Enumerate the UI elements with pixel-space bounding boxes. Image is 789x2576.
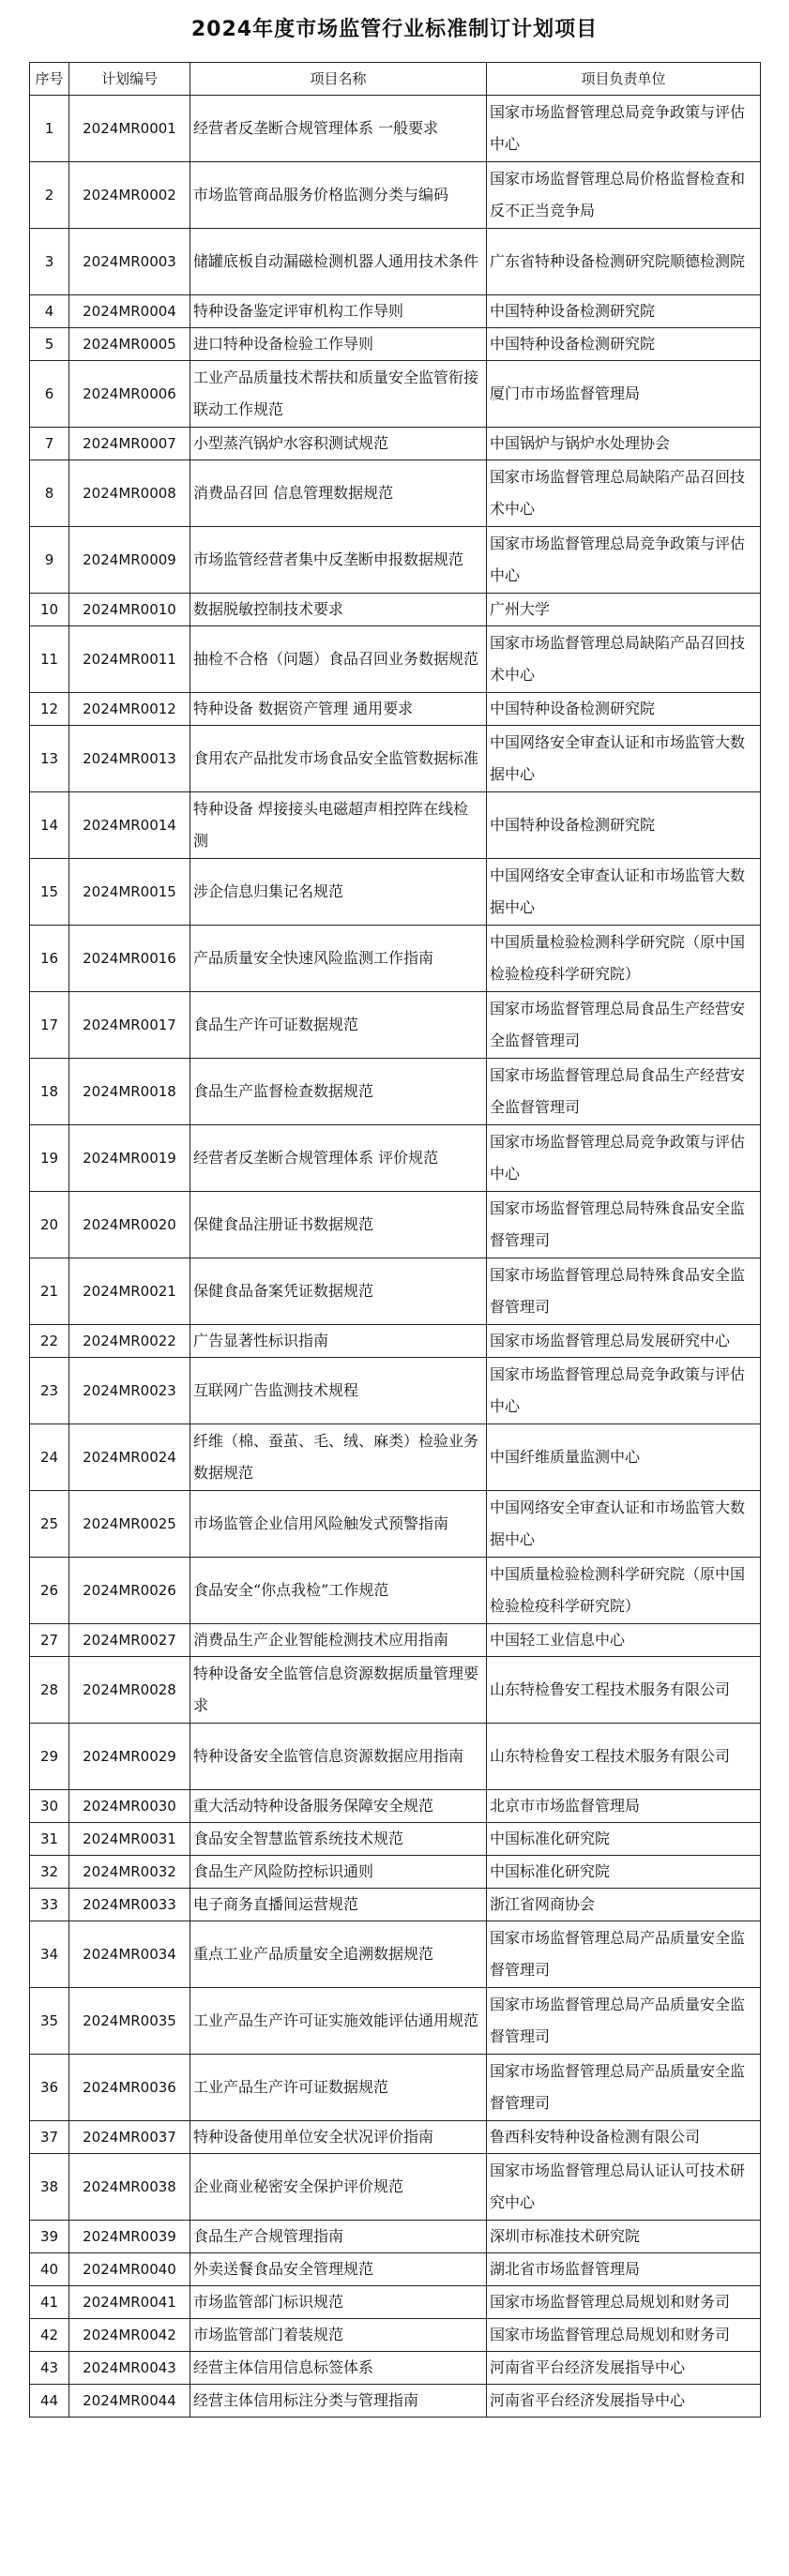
cell-project-name: 市场监管部门标识规范 <box>190 2286 487 2319</box>
cell-project-name: 食品生产许可证数据规范 <box>190 992 487 1059</box>
cell-responsible-unit: 中国纤维质量监测中心 <box>487 1424 761 1491</box>
cell-project-name: 经营主体信用标注分类与管理指南 <box>190 2385 487 2418</box>
cell-plan-number: 2024MR0004 <box>69 295 190 328</box>
cell-plan-number: 2024MR0040 <box>69 2253 190 2286</box>
cell-project-name: 抽检不合格（问题）食品召回业务数据规范 <box>190 626 487 693</box>
cell-index: 33 <box>30 1889 69 1921</box>
table-row <box>30 1558 761 1624</box>
table-row <box>30 859 761 926</box>
table-row <box>30 726 761 792</box>
cell-plan-number: 2024MR0029 <box>69 1724 190 1790</box>
cell-plan-number: 2024MR0019 <box>69 1125 190 1192</box>
cell-plan-number: 2024MR0005 <box>69 328 190 361</box>
table-row <box>30 1491 761 1558</box>
cell-responsible-unit: 国家市场监督管理总局规划和财务司 <box>487 2286 761 2319</box>
cell-project-name: 企业商业秘密安全保护评价规范 <box>190 2154 487 2221</box>
cell-plan-number: 2024MR0041 <box>69 2286 190 2319</box>
table-row <box>30 1125 761 1192</box>
cell-index: 43 <box>30 2352 69 2385</box>
cell-index: 36 <box>30 2055 69 2121</box>
cell-index: 38 <box>30 2154 69 2221</box>
cell-responsible-unit: 浙江省网商协会 <box>487 1889 761 1921</box>
table-row <box>30 1657 761 1724</box>
cell-index: 22 <box>30 1325 69 1358</box>
cell-responsible-unit: 国家市场监督管理总局规划和财务司 <box>487 2319 761 2352</box>
cell-responsible-unit: 厦门市市场监督管理局 <box>487 361 761 428</box>
table-row <box>30 1790 761 1823</box>
cell-index: 42 <box>30 2319 69 2352</box>
cell-plan-number: 2024MR0015 <box>69 859 190 926</box>
cell-plan-number: 2024MR0018 <box>69 1059 190 1125</box>
cell-index: 1 <box>30 96 69 162</box>
cell-project-name: 市场监管商品服务价格监测分类与编码 <box>190 162 487 229</box>
table-row <box>30 1325 761 1358</box>
cell-responsible-unit: 国家市场监督管理总局发展研究中心 <box>487 1325 761 1358</box>
table-row <box>30 460 761 527</box>
table-row <box>30 2154 761 2221</box>
cell-project-name: 纤维（棉、蚕茧、毛、绒、麻类）检验业务数据规范 <box>190 1424 487 1491</box>
cell-index: 3 <box>30 229 69 295</box>
cell-index: 18 <box>30 1059 69 1125</box>
cell-index: 41 <box>30 2286 69 2319</box>
cell-plan-number: 2024MR0008 <box>69 460 190 527</box>
cell-project-name: 市场监管部门着装规范 <box>190 2319 487 2352</box>
cell-project-name: 特种设备 数据资产管理 通用要求 <box>190 693 487 726</box>
cell-responsible-unit: 国家市场监督管理总局产品质量安全监督管理司 <box>487 1921 761 1988</box>
table-row <box>30 229 761 295</box>
cell-responsible-unit: 中国网络安全审查认证和市场监管大数据中心 <box>487 726 761 792</box>
cell-plan-number: 2024MR0012 <box>69 693 190 726</box>
cell-responsible-unit: 北京市市场监督管理局 <box>487 1790 761 1823</box>
cell-project-name: 食品生产合规管理指南 <box>190 2221 487 2253</box>
cell-project-name: 食用农产品批发市场食品安全监管数据标准 <box>190 726 487 792</box>
cell-responsible-unit: 河南省平台经济发展指导中心 <box>487 2385 761 2418</box>
cell-plan-number: 2024MR0017 <box>69 992 190 1059</box>
cell-index: 23 <box>30 1358 69 1424</box>
cell-plan-number: 2024MR0011 <box>69 626 190 693</box>
cell-project-name: 特种设备安全监管信息资源数据应用指南 <box>190 1724 487 1790</box>
table-row <box>30 1856 761 1889</box>
table-row <box>30 2055 761 2121</box>
cell-project-name: 产品质量安全快速风险监测工作指南 <box>190 926 487 992</box>
cell-index: 26 <box>30 1558 69 1624</box>
cell-responsible-unit: 中国质量检验检测科学研究院（原中国检验检疫科学研究院） <box>487 1558 761 1624</box>
table-row <box>30 527 761 594</box>
cell-index: 17 <box>30 992 69 1059</box>
table-row <box>30 1889 761 1921</box>
cell-plan-number: 2024MR0024 <box>69 1424 190 1491</box>
cell-index: 27 <box>30 1624 69 1657</box>
standards-table <box>29 62 761 2418</box>
cell-responsible-unit: 深圳市标准技术研究院 <box>487 2221 761 2253</box>
cell-plan-number: 2024MR0042 <box>69 2319 190 2352</box>
cell-index: 37 <box>30 2121 69 2154</box>
cell-plan-number: 2024MR0009 <box>69 527 190 594</box>
page-title: 2024年度市场监管行业标准制订计划项目 <box>190 18 599 41</box>
cell-index: 5 <box>30 328 69 361</box>
cell-project-name: 工业产品质量技术帮扶和质量安全监管衔接联动工作规范 <box>190 361 487 428</box>
cell-index: 29 <box>30 1724 69 1790</box>
table-row <box>30 2319 761 2352</box>
cell-index: 12 <box>30 693 69 726</box>
cell-responsible-unit: 中国特种设备检测研究院 <box>487 328 761 361</box>
cell-plan-number: 2024MR0028 <box>69 1657 190 1724</box>
cell-plan-number: 2024MR0044 <box>69 2385 190 2418</box>
cell-plan-number: 2024MR0016 <box>69 926 190 992</box>
table-row <box>30 594 761 626</box>
cell-index: 39 <box>30 2221 69 2253</box>
cell-project-name: 重大活动特种设备服务保障安全规范 <box>190 1790 487 1823</box>
cell-index: 15 <box>30 859 69 926</box>
table-row <box>30 626 761 693</box>
cell-project-name: 消费品召回 信息管理数据规范 <box>190 460 487 527</box>
table-row <box>30 328 761 361</box>
cell-project-name: 涉企信息归集记名规范 <box>190 859 487 926</box>
cell-project-name: 消费品生产企业智能检测技术应用指南 <box>190 1624 487 1657</box>
table-row <box>30 792 761 859</box>
cell-plan-number: 2024MR0001 <box>69 96 190 162</box>
table-row <box>30 693 761 726</box>
table-row <box>30 1921 761 1988</box>
cell-project-name: 互联网广告监测技术规程 <box>190 1358 487 1424</box>
cell-responsible-unit: 广东省特种设备检测研究院顺德检测院 <box>487 229 761 295</box>
cell-index: 20 <box>30 1192 69 1258</box>
cell-plan-number: 2024MR0021 <box>69 1258 190 1325</box>
cell-index: 32 <box>30 1856 69 1889</box>
header-index: 序号 <box>30 63 69 96</box>
cell-project-name: 工业产品生产许可证数据规范 <box>190 2055 487 2121</box>
cell-plan-number: 2024MR0035 <box>69 1988 190 2055</box>
cell-project-name: 特种设备使用单位安全状况评价指南 <box>190 2121 487 2154</box>
cell-responsible-unit: 河南省平台经济发展指导中心 <box>487 2352 761 2385</box>
cell-project-name: 工业产品生产许可证实施效能评估通用规范 <box>190 1988 487 2055</box>
cell-responsible-unit: 山东特检鲁安工程技术服务有限公司 <box>487 1724 761 1790</box>
cell-responsible-unit: 国家市场监督管理总局食品生产经营安全监督管理司 <box>487 1059 761 1125</box>
cell-responsible-unit: 国家市场监督管理总局产品质量安全监督管理司 <box>487 1988 761 2055</box>
table-row <box>30 1624 761 1657</box>
table-row <box>30 2385 761 2418</box>
cell-responsible-unit: 国家市场监督管理总局特殊食品安全监督管理司 <box>487 1192 761 1258</box>
table-row <box>30 2221 761 2253</box>
cell-responsible-unit: 国家市场监督管理总局竞争政策与评估中心 <box>487 1358 761 1424</box>
cell-responsible-unit: 山东特检鲁安工程技术服务有限公司 <box>487 1657 761 1724</box>
cell-responsible-unit: 国家市场监督管理总局竞争政策与评估中心 <box>487 1125 761 1192</box>
table-row <box>30 1059 761 1125</box>
table-row <box>30 992 761 1059</box>
cell-responsible-unit: 国家市场监督管理总局食品生产经营安全监督管理司 <box>487 992 761 1059</box>
cell-project-name: 进口特种设备检验工作导则 <box>190 328 487 361</box>
cell-responsible-unit: 国家市场监督管理总局特殊食品安全监督管理司 <box>487 1258 761 1325</box>
cell-responsible-unit: 国家市场监督管理总局竞争政策与评估中心 <box>487 96 761 162</box>
cell-index: 34 <box>30 1921 69 1988</box>
cell-plan-number: 2024MR0003 <box>69 229 190 295</box>
cell-responsible-unit: 中国网络安全审查认证和市场监管大数据中心 <box>487 1491 761 1558</box>
cell-plan-number: 2024MR0025 <box>69 1491 190 1558</box>
cell-plan-number: 2024MR0022 <box>69 1325 190 1358</box>
table-row <box>30 96 761 162</box>
cell-index: 10 <box>30 594 69 626</box>
cell-index: 4 <box>30 295 69 328</box>
table-row <box>30 428 761 460</box>
cell-index: 31 <box>30 1823 69 1856</box>
cell-plan-number: 2024MR0006 <box>69 361 190 428</box>
cell-plan-number: 2024MR0038 <box>69 2154 190 2221</box>
cell-plan-number: 2024MR0002 <box>69 162 190 229</box>
cell-project-name: 食品安全智慧监管系统技术规范 <box>190 1823 487 1856</box>
cell-project-name: 食品生产监督检查数据规范 <box>190 1059 487 1125</box>
cell-project-name: 经营者反垄断合规管理体系 一般要求 <box>190 96 487 162</box>
cell-plan-number: 2024MR0007 <box>69 428 190 460</box>
table-row <box>30 361 761 428</box>
cell-index: 24 <box>30 1424 69 1491</box>
cell-responsible-unit: 湖北省市场监督管理局 <box>487 2253 761 2286</box>
cell-responsible-unit: 国家市场监督管理总局缺陷产品召回技术中心 <box>487 626 761 693</box>
cell-index: 11 <box>30 626 69 693</box>
cell-project-name: 保健食品备案凭证数据规范 <box>190 1258 487 1325</box>
table-row <box>30 1358 761 1424</box>
cell-plan-number: 2024MR0020 <box>69 1192 190 1258</box>
cell-index: 7 <box>30 428 69 460</box>
table-header-row <box>30 63 761 96</box>
cell-index: 40 <box>30 2253 69 2286</box>
cell-project-name: 外卖送餐食品安全管理规范 <box>190 2253 487 2286</box>
cell-plan-number: 2024MR0026 <box>69 1558 190 1624</box>
cell-responsible-unit: 中国特种设备检测研究院 <box>487 295 761 328</box>
cell-project-name: 市场监管企业信用风险触发式预警指南 <box>190 1491 487 1558</box>
cell-responsible-unit: 广州大学 <box>487 594 761 626</box>
cell-index: 16 <box>30 926 69 992</box>
cell-index: 6 <box>30 361 69 428</box>
cell-index: 13 <box>30 726 69 792</box>
header-responsible-unit: 项目负责单位 <box>487 63 761 96</box>
table-row <box>30 1258 761 1325</box>
cell-project-name: 数据脱敏控制技术要求 <box>190 594 487 626</box>
cell-responsible-unit: 中国轻工业信息中心 <box>487 1624 761 1657</box>
cell-index: 25 <box>30 1491 69 1558</box>
cell-index: 8 <box>30 460 69 527</box>
cell-plan-number: 2024MR0010 <box>69 594 190 626</box>
cell-responsible-unit: 中国标准化研究院 <box>487 1856 761 1889</box>
cell-responsible-unit: 中国特种设备检测研究院 <box>487 792 761 859</box>
table-row <box>30 1988 761 2055</box>
cell-responsible-unit: 中国网络安全审查认证和市场监管大数据中心 <box>487 859 761 926</box>
cell-plan-number: 2024MR0039 <box>69 2221 190 2253</box>
cell-project-name: 特种设备鉴定评审机构工作导则 <box>190 295 487 328</box>
cell-project-name: 小型蒸汽锅炉水容积测试规范 <box>190 428 487 460</box>
table-body <box>30 96 761 2418</box>
cell-plan-number: 2024MR0033 <box>69 1889 190 1921</box>
cell-index: 14 <box>30 792 69 859</box>
cell-project-name: 保健食品注册证书数据规范 <box>190 1192 487 1258</box>
cell-plan-number: 2024MR0034 <box>69 1921 190 1988</box>
cell-project-name: 经营主体信用信息标签体系 <box>190 2352 487 2385</box>
cell-project-name: 广告显著性标识指南 <box>190 1325 487 1358</box>
cell-responsible-unit: 中国质量检验检测科学研究院（原中国检验检疫科学研究院） <box>487 926 761 992</box>
table-row <box>30 1192 761 1258</box>
cell-index: 30 <box>30 1790 69 1823</box>
cell-index: 44 <box>30 2385 69 2418</box>
cell-plan-number: 2024MR0023 <box>69 1358 190 1424</box>
cell-plan-number: 2024MR0031 <box>69 1823 190 1856</box>
cell-responsible-unit: 中国标准化研究院 <box>487 1823 761 1856</box>
cell-project-name: 食品安全“你点我检”工作规范 <box>190 1558 487 1624</box>
cell-project-name: 经营者反垄断合规管理体系 评价规范 <box>190 1125 487 1192</box>
table-row <box>30 1424 761 1491</box>
cell-responsible-unit: 国家市场监督管理总局认证认可技术研究中心 <box>487 2154 761 2221</box>
cell-index: 21 <box>30 1258 69 1325</box>
table-row <box>30 1724 761 1790</box>
table-row <box>30 2121 761 2154</box>
cell-plan-number: 2024MR0027 <box>69 1624 190 1657</box>
cell-index: 2 <box>30 162 69 229</box>
table-row <box>30 2286 761 2319</box>
cell-responsible-unit: 国家市场监督管理总局产品质量安全监督管理司 <box>487 2055 761 2121</box>
cell-plan-number: 2024MR0043 <box>69 2352 190 2385</box>
cell-project-name: 市场监管经营者集中反垄断申报数据规范 <box>190 527 487 594</box>
cell-plan-number: 2024MR0036 <box>69 2055 190 2121</box>
cell-project-name: 特种设备安全监管信息资源数据质量管理要求 <box>190 1657 487 1724</box>
cell-responsible-unit: 中国锅炉与锅炉水处理协会 <box>487 428 761 460</box>
cell-index: 28 <box>30 1657 69 1724</box>
table-row <box>30 2253 761 2286</box>
cell-project-name: 重点工业产品质量安全追溯数据规范 <box>190 1921 487 1988</box>
header-project-name: 项目名称 <box>190 63 487 96</box>
cell-plan-number: 2024MR0013 <box>69 726 190 792</box>
table-row <box>30 162 761 229</box>
cell-responsible-unit: 国家市场监督管理总局价格监督检查和反不正当竞争局 <box>487 162 761 229</box>
cell-project-name: 特种设备 焊接接头电磁超声相控阵在线检测 <box>190 792 487 859</box>
cell-index: 35 <box>30 1988 69 2055</box>
cell-project-name: 食品生产风险防控标识通则 <box>190 1856 487 1889</box>
table-row <box>30 926 761 992</box>
table-row <box>30 1823 761 1856</box>
cell-responsible-unit: 中国特种设备检测研究院 <box>487 693 761 726</box>
cell-plan-number: 2024MR0037 <box>69 2121 190 2154</box>
cell-responsible-unit: 国家市场监督管理总局缺陷产品召回技术中心 <box>487 460 761 527</box>
cell-plan-number: 2024MR0014 <box>69 792 190 859</box>
cell-project-name: 储罐底板自动漏磁检测机器人通用技术条件 <box>190 229 487 295</box>
header-plan-number: 计划编号 <box>69 63 190 96</box>
cell-responsible-unit: 国家市场监督管理总局竞争政策与评估中心 <box>487 527 761 594</box>
cell-plan-number: 2024MR0030 <box>69 1790 190 1823</box>
cell-index: 9 <box>30 527 69 594</box>
cell-responsible-unit: 鲁西科安特种设备检测有限公司 <box>487 2121 761 2154</box>
cell-plan-number: 2024MR0032 <box>69 1856 190 1889</box>
cell-project-name: 电子商务直播间运营规范 <box>190 1889 487 1921</box>
table-row <box>30 2352 761 2385</box>
cell-index: 19 <box>30 1125 69 1192</box>
table-row <box>30 295 761 328</box>
